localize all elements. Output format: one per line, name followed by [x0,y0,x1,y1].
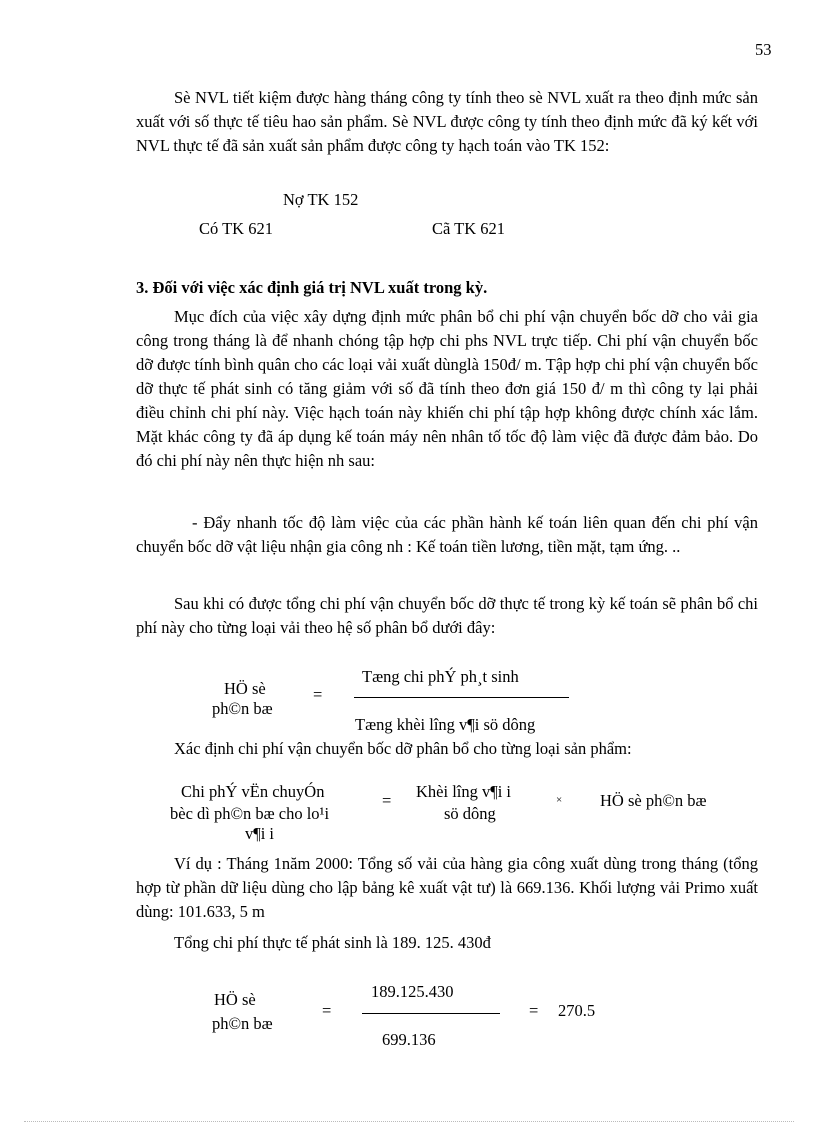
example-paragraph: Ví dụ : Tháng 1năm 2000: Tổng số vải của hàng gia công xuất dùng trong tháng (tổng hợp từ phần dữ liệu dùng cho lập bảng kê xuất vật tư) là 669.136. Khối lượng vải Primo xuất dùng: 101.633, 5 m [136,854,758,921]
formula1-numerator: Tæng chi phÝ ph¸t sinh [362,667,519,686]
formula2-lhs-line1: Chi phÝ vËn chuyÓn [181,782,325,801]
formula2-lhs-line3: v¶i i [245,824,275,843]
formula2-rhs: HÖ sè ph©n bæ [600,791,707,810]
intro-paragraph: Sè NVL tiết kiệm được hàng tháng công ty tính theo sè NVL xuất ra theo định mức sản xuất với số thực tế tiêu hao sản phẩm. Sè NVL được công ty tính theo định mức đã ký kết với NVL thực tế đã sản xuất sản phẩm được công ty hạch toán vào TK 152: [136,88,758,155]
formula2-mid-line2: sö dông [444,804,496,823]
formula2-mid-line1: Khèi lîng v¶i i [416,782,512,801]
formula3-equals-2: = [529,1001,539,1020]
section-paragraph: Mục đích của việc xây dựng định mức phân bổ chi phí vận chuyển bốc dỡ cho vải gia công trong tháng là để nhanh chóng tập hợp chi phs NVL trực tiếp. Chi phí vận chuyển bốc dỡ được tính bình quân cho các loại vải xuất dùnglà 150đ/ m. Tập hợp chi phí vận chuyển bốc dỡ thực tế phát sinh có tăng giảm với số đã tính theo đơn giá 150 đ/ m thì công ty lại phải điều chỉnh chi phí này. Việc hạch toán này khiến chi phí tập hợp không được chính xác lắm. Mặt khác công ty đã áp dụng kế toán máy nên nhân tố tốc độ làm việc đã được đảm bảo. Do đó chi phí này nên thực hiện nh sau: [136,307,758,470]
formula2-times: × [556,794,563,806]
formula3-lhs-line1: HÖ sè [214,990,256,1009]
formula1-denominator: Tæng khèi lîng v¶i sö dông [355,715,536,734]
formula2-lhs-line2: bèc dì ph©n bæ cho lo¹i [170,804,330,823]
formula2-equals: = [382,791,392,810]
formula3-equals: = [322,1001,332,1020]
formula3-fraction-bar [362,1013,500,1014]
total-cost-line: Tổng chi phí thực tế phát sinh là 189. 125. 430đ [174,933,491,952]
entry-credit-2: Cã TK 621 [432,219,506,238]
page-bottom-divider [24,1121,794,1122]
xac-dinh-line: Xác định chi phí vận chuyển bốc dỡ phân bổ cho từng loại sản phẩm: [174,739,632,758]
page-number: 53 [755,40,772,59]
formula1-lhs-line1: HÖ sè [224,679,266,698]
formula3-result: 270.5 [558,1001,596,1020]
section-heading: 3. Đối với việc xác định giá trị NVL xuất trong kỳ. [136,278,488,297]
bullet-paragraph: - Đẩy nhanh tốc độ làm việc của các phần hành kế toán liên quan đến chi phí vận chuyển bốc dỡ vật liệu nhận gia công nh : Kế toán tiền lương, tiền mặt, tạm ứng. .. [136,513,758,556]
after-paragraph: Sau khi có được tổng chi phí vận chuyển bốc dỡ thực tế trong kỳ kế toán sẽ phân bổ chi phí này cho từng loại vải theo hệ số phân bổ dưới đây: [136,594,758,637]
formula3-denominator: 699.136 [382,1030,436,1049]
entry-credit-1: Có TK 621 [199,219,273,238]
formula3-lhs-line2: ph©n bæ [212,1014,273,1033]
formula3-numerator: 189.125.430 [371,982,454,1001]
formula1-equals: = [313,685,323,704]
formula1-fraction-bar [354,697,569,698]
formula1-lhs-line2: ph©n bæ [212,699,273,718]
entry-debit: Nợ TK 152 [283,190,359,209]
